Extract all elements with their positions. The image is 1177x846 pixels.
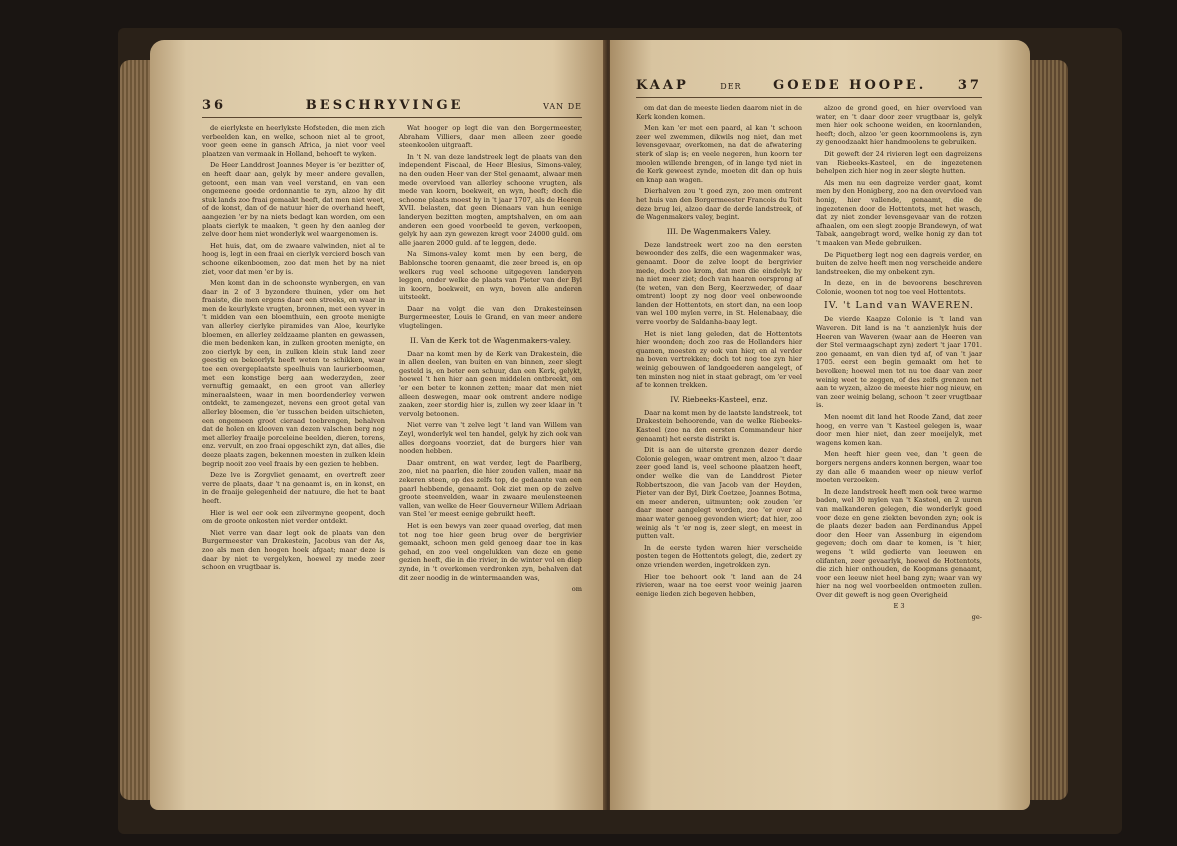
paragraph: Daar omtrent, en wat verder, legt de Paarlberg, zoo, niet na paarlen, die hier zouden vallen, maar na zekeren steen, op des zelfs top, de gedaante van een paarl hebbende, genaamt. Ook ziet men op de zelve groote steenvelden, waar in zwaare meulensteenen vallen, van welke de Heer Gouverneur Willem Adriaan van Stel 'er meest eenige gebruikt heeft. [399, 458, 582, 519]
paragraph: Na Simons-valey komt men by een berg, de Bablonsche tooren genaamt, die zeer breed is, en op welkers rug veel schoone uitgegeven landeryen leggen, onder welke de plaats van Pieter van der Byl in koorn, boekweit, en wyn, boven alle anderen uitsteekt. [399, 250, 582, 302]
paragraph: Het is een bewys van zeer quaad overleg, dat men tot nog toe hier geen brug over de bergrivier gemaakt, schoon men geld genoeg daar toe in kas gehad, en zoo veel ongelukken van deze en gene gezien heeft, die in die rivier, in de winter vol en diep zynde, in 't overkomen verdronken zyn, behalven dat dit zeer noodig in de wintermaanden was, [399, 521, 582, 582]
paragraph: Het huis, dat, om de zwaare valwinden, niet al te hoog is, legt in een fraai en cierlyk vercierd bosch van schoone eikenboomen, zoo dat men het by na niet ziet, voor dat men 'er by is. [202, 241, 385, 276]
right-running-head [636, 78, 982, 93]
paragraph: Als men nu een dagreize verder gaat, komt men by den Honigberg, zoo na den overvloed van honig, hier vallende, genaamt, die de ingezetenen door de Hottentots, met het wasch, dat zy niet zonder levensgevaar van de rotzen afhaalen, om een slegt zoopje Brandewyn, of wat Tabak, aangebragt word, welke honig zy dan tot 't maaken van Mede gebruiken. [816, 178, 982, 247]
paragraph: De Piquetberg legt nog een dagreis verder, en buiten de zelve heeft men nog verscheide andere landstreeken, die my onbekent zyn. [816, 250, 982, 276]
paragraph: In deze, en in de bevoorens beschreven Colonie, woonen tot nog toe veel Hottentots. [816, 279, 982, 296]
paragraph: om dat dan de meeste lieden daarom niet in de Kerk konden komen. [636, 104, 802, 121]
left-page [150, 40, 608, 810]
paragraph: Hier is wel eer ook een zilvermyne geopent, doch om de groote onkosten niet verder ontdekt. [202, 508, 385, 526]
left-catchword: om [571, 585, 582, 594]
right-head-rule [636, 97, 982, 98]
paragraph: Deze lve is Zorgvliet genaamt, en overtreft zeer verre de plaats, daar 't na genaamt is, en in konst, en in de fraaije gelegenheid der natuure, die het te baat heeft. [202, 471, 385, 505]
paragraph: Niet verre van daar legt ook de plaats van den Burgermeester van Drakestein, Jacobus van der As, zoo als men den hoogen hoek afgaat; maar deze is daar by niet te vergelyken, hoewel zy mede zeer schoon en vrugtbaar is. [202, 528, 385, 572]
right-column-2 [816, 104, 982, 622]
paragraph: Men heeft hier geen vee, dan 't geen de borgers nergens anders konnen bergen, waar toe zy dan alle 6 maanden weer op nieuw verlof moeten verzoeken. [816, 450, 982, 485]
left-running-title: BESCHRYVINGE [305, 98, 464, 113]
section-heading-kerk: II. Van de Kerk tot de Wagenmakers-valey. [410, 335, 571, 345]
paragraph: Hier toe behoort ook 't land aan de 24 rivieren, waar na toe eerst voor weinig jaaren eenige lieden zich begeven hebben, [636, 572, 802, 598]
right-running-title-small: DER [720, 82, 742, 91]
paragraph: Het is niet lang geleden, dat de Hottentots hier woonden; doch zoo ras de Hollanders hier quamen, moesten zy ook van hier, en al verder na boven vertrekken; doch tot nog toe zyn hier weinig gebouwen of landgoederen aangelegt, of ten minsten nog niet in staat gebragt, om 'er veel af te konnen trekken. [636, 329, 802, 390]
left-running-title-small: VAN DE [543, 102, 582, 111]
right-page-number: 37 [957, 78, 982, 93]
paragraph: Niet verre van 't zelve legt 't land van Willem van Zeyl, wonderlyk wel ten handel, gelyk hy zich ook van alles dorgoans voorziet, dat de burgers hier van nooden hebben. [399, 421, 582, 456]
left-columns [202, 124, 582, 594]
section-heading-waveren: IV. 't Land van WAVEREN. [823, 300, 975, 312]
paragraph: Dit geweft der 24 rivieren legt een dagreizens van Riebeeks-Kasteel, en de ingezetenen behelpen zich hier nog in zeer slegte hutten. [816, 149, 982, 176]
paragraph: Dit is aan de uiterste grenzen dezer derde Colonie gelegen, waar omtrent men, alzoo 't daar zeer goed land is, veel schoone plaatzen heeft, onder welke die van de Landdrost Pieter Robbertszoon, die van Jacob van der Heyden, Pieter van der Byl, Dirk Coetzee, Joannes Botma, en meer anderen, uitmunten; ook zouden 'er daar meer aangelegt worden, zoo 'er over al maar water genoeg gevonden wiert; dat hier, zoo weinig als 't 'er nog is, zeer slegt, en meest in putten valt. [636, 446, 802, 541]
right-column-1 [636, 104, 802, 622]
paragraph: Men komt dan in de schoonste wynbergen, en van daar in 2 of 3 byzondere thuinen, yder om het fraaiste, die men ergens daar een streeks, en waar in men de keurlykste vrugten, bronnen, met een vyver in 't midden van een bloemthuin, een groote menigte van allerley cierlyke piramides van Aloe, keurlyke bloemen, en allerley zeldzaame planten en gewassen, die men bedenken kan, in zulken grooten menigte, en zoo cierlyk by een, in zulken klein stuk land zeer geestig en bekoorlyk heeft weten te schikken, waar toe een overgeplaatste speelhuis van laurierboomen, met een konstige berg aan wederzyden, zeer vernuftig gemaakt, en een groot van allerley mineraalsteen, waar in men boordenderley verwen ontdekt, te zamengezet, nevens een groot getal van allerley bloemen, die 'er tusschen beiden uitschieten, een ongemeen groot cieraad toebrengen, behalven dat de holen en klooven van dezen valschen berg nog met allerley fraaije porceleine beelden, dieren, torens, enz. vervult, en zoo fraai opgeschikt zyn, dat alles, die deeze plaats zagen, bekennen moesten in zulken klein begrip nooit zoo veel fraais by een gezien te hebben. [202, 279, 385, 468]
left-column-2 [399, 124, 582, 594]
paragraph: alzoo de grond goed, en hier overvloed van water, en 't daar door zeer vrugtbaar is, gelyk men hier ook schoone weiden, en koornlanden, heeft; doch, alzoo 'er geen koornmoolens is, zyn zy genoodzaakt hier handmoolens te gebruiken. [816, 104, 982, 147]
right-catchword: ge- [971, 613, 982, 622]
signature-mark: E 3 [893, 602, 905, 611]
left-page-number: 36 [202, 98, 227, 113]
paragraph: Men noemt dit land het Roode Zand, dat zeer hoog, en verre van 't Kasteel gelegen is, waar door men hier niet, dan zeer moeijelyk, met wagens komen kan. [816, 413, 982, 447]
paragraph: In 't N. van deze landstreek legt de plaats van den independent Fiscaal, de Heer Blesius, Simons-valey, na den ouden Heer van der Stel genaamt, alwaar men mede overvloed van allerley schoone vrugten, als mede van koorn, boekweit, en wyn, heeft; doch die schoone plaats moest hy in 't jaar 1707, als de Heeren XVII. belasten, dat geen Dienaars van hun eenige landeryen bezitten mogten, amptshalven, en om aan anderen een goed voorbeeld te geven, verkoopen, gelyk hy aan zyn gewezen kregt voor 24000 guld. om alle jaaren 2000 guld. af te leggen, dede. [399, 152, 582, 247]
paragraph: Daar na komt men by de laatste landstreek, tot Drakestein behoorende, van de welke Riebeeks-Kasteel (zoo na den eersten Commandeur hier genaamt) het eerste distrikt is. [636, 408, 802, 443]
right-running-title-b: GOEDE HOOPE. [773, 78, 927, 93]
left-column-1 [202, 124, 385, 594]
paragraph: In de eerste tyden waren hier verscheide posten tegen de Hottentots gelegt, die, zedert zy onze vrienden werden, ingetrokken zyn. [636, 543, 802, 569]
right-page [610, 40, 1030, 810]
right-running-title-a: KAAP [636, 78, 689, 93]
paragraph: In deze landstreek heeft men ook twee warme baden, wel 30 mylen van 't Kasteel, en 2 uuren van malkanderen gelegen, die wonderlyk goed voor deze en gene ziekten bevonden zyn; ook is de plaats dezer baden aan Ferdinandus Appel door den Heer van Assenburg in eigendom gegeven; doch om daar te komen, is 't hier, wegens 't wild gedierte van leeuwen en olifanten, zeer gevaarlyk, hoewel de Hottentots, die zich hier onthouden, de Koopmans genaamt, voor een leeuw niet heel bang zyn; waar van wy hier na nog wel voorbeelden ontmoeten zullen. Over dit geweft is nog geen Overigheid [816, 487, 982, 599]
right-columns [636, 104, 982, 622]
section-heading-wagenmakers: III. De Wagenmakers Valey. [666, 226, 772, 236]
section-heading-riebeeks: IV. Riebeeks-Kasteel, enz. [670, 394, 768, 404]
paragraph: Wat hooger op legt die van den Borgermeester, Abraham Villiers, daar men alleen zeer goede steenkoolen uitgraaft. [399, 124, 582, 150]
paragraph: De vierde Kaapze Colonie is 't land van Waveren. Dit land is na 't aanzienlyk huis der Heeren van Waveren (waar aan de Heeren van der Stel vermaagschapt zyn) zedert 't jaar 1701. zoo genaamt, en van dien tyd af, of van 't jaar 1705. eerst een begin gemaakt om het te bevolken; hoewel men tot nu toe daar van zeer weinig weet te zeggen, of des zelfs grenzen net aan te wyzen, alzoo de meeste hier nog nieuw, en van zeer weinig belang, schoon 't zeer vrugtbaar is. [816, 315, 982, 410]
paragraph: Daar na volgt die van den Drakesteinsen Burgermeester, Louis le Grand, en van meer andere vlugtelingen. [399, 304, 582, 331]
paragraph: Daar na komt men by de Kerk van Drakestein, die in allen deelen, van buiten en van binnen, zeer slegt gesteld is, en beter een schuur, dan een Kerk, gelykt, hoewel 't hen hier aan geen middelen ontbreekt, om 'er een beter te konnen zetten; maar dat men niet alleen deswegen, maar ook omtrent andere nodige zaaken, zeer stordig hier is, zullen wy zeer klaar in 't vervolg betoonen. [399, 349, 582, 418]
right-page-edges [1028, 60, 1068, 800]
left-head-rule [202, 117, 582, 118]
left-running-head [202, 98, 582, 113]
paragraph: De Heer Landdrost Joannes Meyer is 'er bezitter of, en heeft daar aan, gelyk by meer andere gevallen, getoont, een man van veel verstand, en van een ongemeene goede ordonnantie te zyn, alzoo hy dit stuk lands zoo fraai gemaakt heeft, dat men niet weet, of de konst, dan of de natuur hier de overhand heeft, aangezien 'er by na niets bedagt kan worden, om een plaats cierlyk te maaken, 't geen hy den aanleg der zelve door hem niet wonderlyk wel waargenomen is. [202, 161, 385, 239]
paragraph: Deze landstreek wert zoo na den eersten bewoonder des zelfs, die een wagenmaker was, genaamt. Door de zelve loopt de bergrivier mede, doch zoo krom, dat men die eindelyk by na niet meer ziet; doch van haaren oorsprong af (te weten, van den Berg, Keerzweder, of daar omtrent) loopt zy nog door veel onbewoonde landen der Hottentots, en stort dan, na een loop van wel 100 mylen verre, in St. Helenabaay, die verre voorby de Saldanha-baay legt. [636, 240, 802, 327]
left-page-edges [120, 60, 152, 800]
paragraph: de eierlykste en heerlykste Hofsteden, die men zich verbeelden kan, en welke, schoon niet al te groot, voor geen eene in gansch Africa, ja niet voor veel plaatzen van vermaak in Holland, behoeft te wyken. [202, 124, 385, 158]
paragraph: Dierhalven zou 't goed zyn, zoo men omtrent het huis van den Borgermeester Francois du Toit deze brug lei, alzoo daar de derde landstreek, of de Wagenmakers valey, begint. [636, 187, 802, 222]
paragraph: Men kan 'er met een paard, al kan 't schoon zeer wel zwemmen, dikwils nog niet, dan met levensgevaar, overkomen, na dat de afwatering sterk of slap is; en veele negeren, hun koorn ter moolen willende brengen, of in lange tyd niet in de Kerk geweest zynde, moeten dit dan op huis en knap aan wagen. [636, 124, 802, 184]
